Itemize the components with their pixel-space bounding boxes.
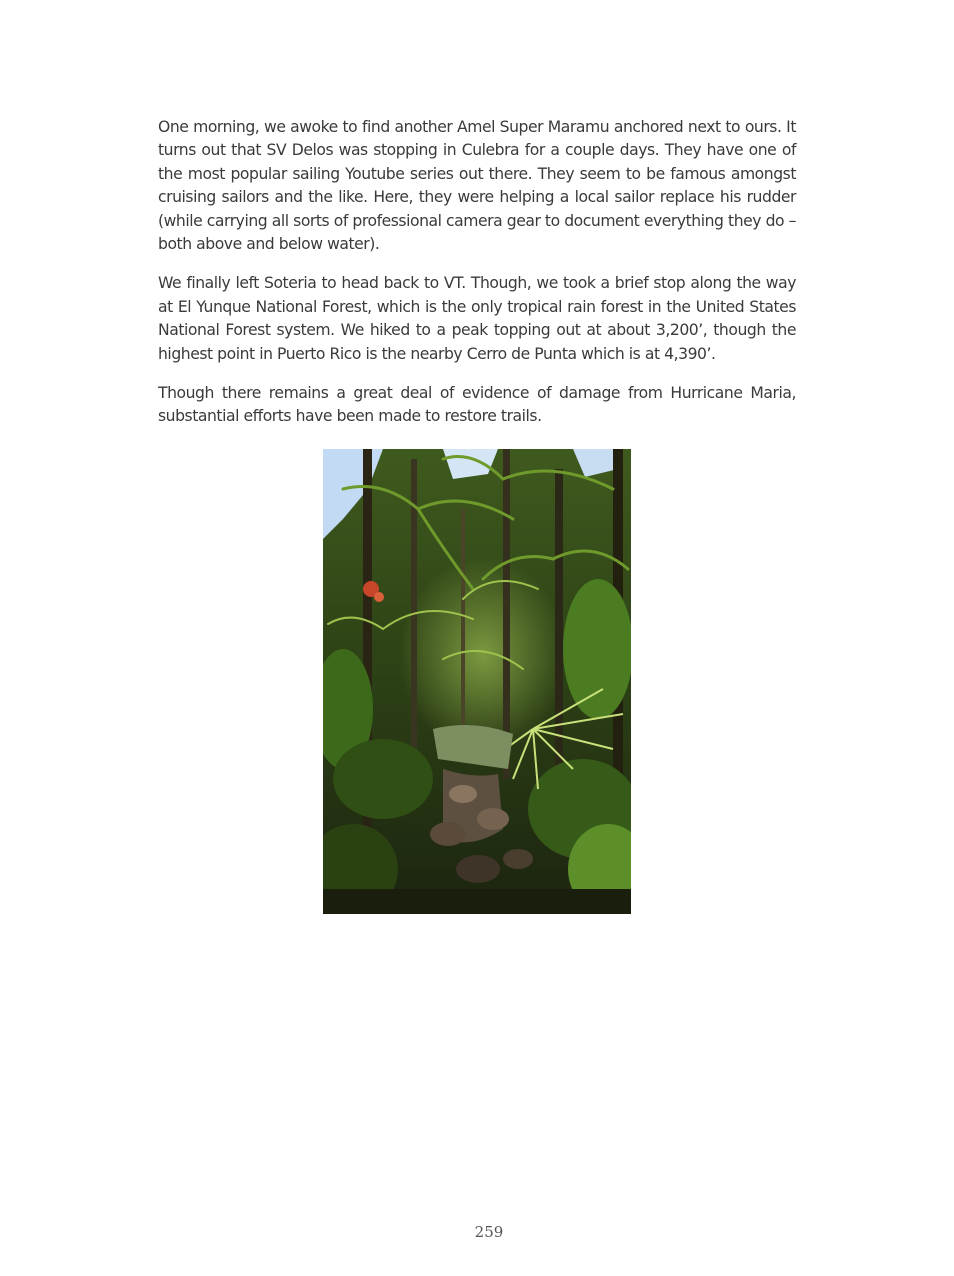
paragraph-hurricane-maria: Though there remains a great deal of evidence of damage from Hurricane Maria, substantial efforts have been made to restore trails. — [158, 384, 796, 426]
page-number: 259 — [474, 1223, 504, 1241]
paragraph-delos: One morning, we awoke to find another Amel Super Maramu anchored next to ours. It turns out that SV Delos was stopping in Culebra for a couple days. They have one of the most popular sailing Youtube series out there. They seem to be famous amongst cruising sailors and the like. Here, they were helping a local sailor replace his rudder (while carrying all sorts of professional camera gear to document everything they do – both above and below water). — [158, 118, 796, 254]
rainforest-photo — [323, 449, 631, 914]
paragraph-el-yunque: We finally left Soteria to head back to VT. Though, we took a brief stop along the way at El Yunque National Forest, which is the only tropical rain forest in the United States National Forest system. We hiked to a peak topping out at about 3,200’, though the highest point in Puerto Rico is the nearby Cerro de Punta which is at 4,390’. — [158, 274, 796, 363]
body-text — [158, 116, 796, 445]
